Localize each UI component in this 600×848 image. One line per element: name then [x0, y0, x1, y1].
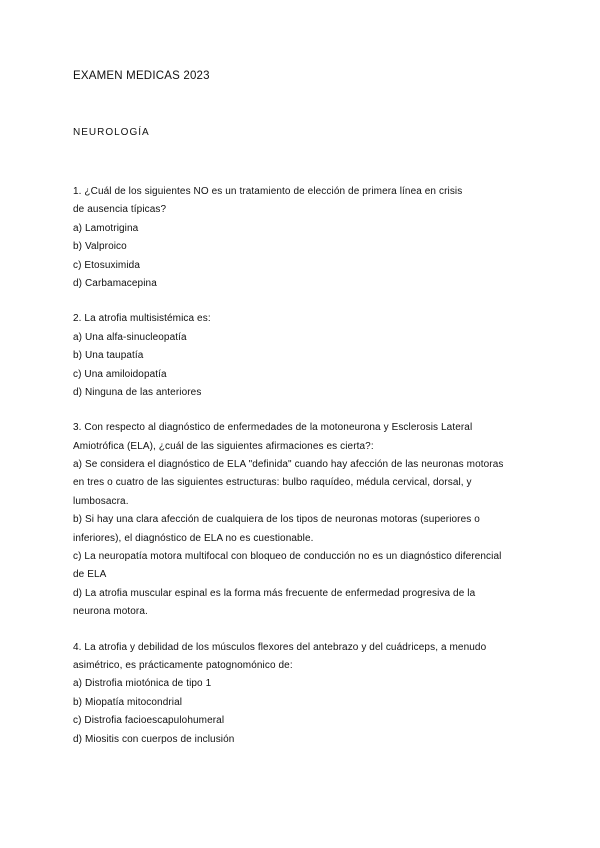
answer-option-d: d) Miositis con cuerpos de inclusión: [73, 733, 235, 745]
answer-option-a: lumbosacra.: [73, 495, 129, 507]
answer-option-c: c) Una amiloidopatía: [73, 368, 167, 380]
question-stem: 3. Con respecto al diagnóstico de enfermedades de la motoneurona y Esclerosis Lateral: [73, 422, 473, 434]
answer-option-b: b) Una taupatía: [73, 350, 144, 362]
answer-option-d: neurona motora.: [73, 606, 148, 618]
answer-option-c: c) Etosuximida: [73, 259, 140, 271]
answer-option-b: b) Miopatía mitocondrial: [73, 696, 183, 708]
answer-option-c: de ELA: [73, 569, 107, 581]
answer-option-a: a) Una alfa-sinucleopatía: [73, 331, 187, 343]
answer-option-c: c) La neuropatía motora multifocal con bloqueo de conducción no es un diagnóstico diferencial: [73, 551, 502, 563]
question-3: [73, 419, 533, 621]
answer-option-d: d) Carbamacepina: [73, 277, 157, 289]
question-4: [73, 639, 533, 749]
document-title: EXAMEN MEDICAS 2023: [73, 70, 210, 82]
question-stem: 1. ¿Cuál de los siguientes NO es un tratamiento de elección de primera línea en crisis: [73, 186, 463, 197]
question-list: [73, 183, 533, 766]
question-stem: 2. La atrofia multisistémica es:: [73, 313, 211, 325]
question-stem: asimétrico, es prácticamente patognomónico de:: [73, 659, 293, 671]
answer-option-c: c) Distrofia facioescapulohumeral: [73, 715, 225, 727]
answer-option-a: a) Se considera el diagnóstico de ELA "definida" cuando hay afección de las neuronas motoras: [73, 459, 504, 471]
question-stem: 4. La atrofia y debilidad de los músculos flexores del antebrazo y del cuádriceps, a menudo: [73, 641, 487, 653]
question-stem: de ausencia típicas?: [73, 204, 167, 216]
answer-option-b: b) Valproico: [73, 241, 127, 253]
section-title: NEUROLOGÍA: [73, 127, 150, 138]
answer-option-b: inferiores), el diagnóstico de ELA no es cuestionable.: [73, 532, 314, 544]
answer-option-a: a) Distrofia miotónica de tipo 1: [73, 678, 212, 690]
answer-option-a: a) Lamotrigina: [73, 222, 139, 234]
question-2: [73, 310, 533, 402]
question-stem: Amiotrófica (ELA), ¿cuál de las siguientes afirmaciones es cierta?:: [73, 440, 374, 452]
question-1: [73, 183, 533, 293]
answer-option-a: en tres o cuatro de las siguientes estructuras: bulbo raquídeo, médula cervical, dorsal, y: [73, 477, 472, 489]
answer-option-d: d) La atrofia muscular espinal es la forma más frecuente de enfermedad progresiva de la: [73, 587, 476, 599]
answer-option-b: b) Si hay una clara afección de cualquiera de los tipos de neuronas motoras (superiores o: [73, 514, 480, 526]
answer-option-d: d) Ninguna de las anteriores: [73, 386, 202, 398]
